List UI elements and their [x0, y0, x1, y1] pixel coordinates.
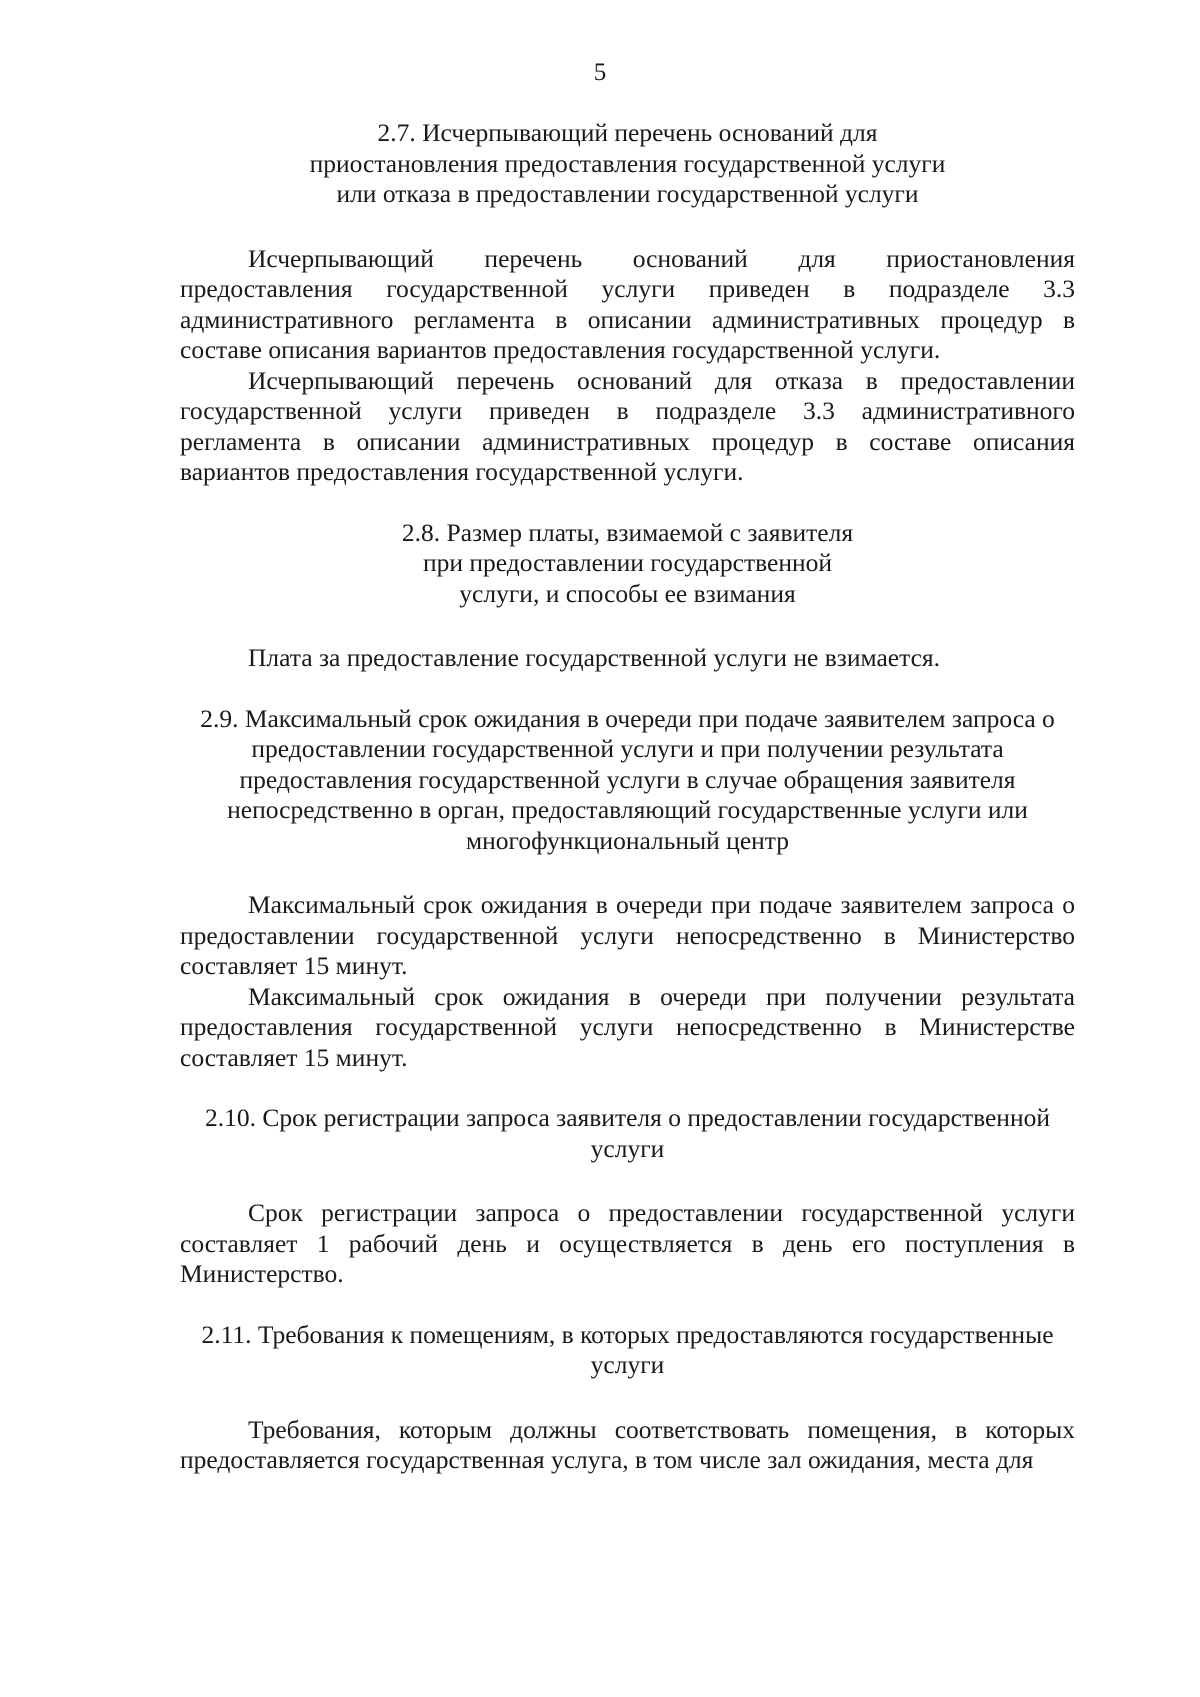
paragraph: Исчерпывающий перечень оснований для отказа в предоставлении государственной услуги приведен в подразделе 3.3 административного регламента в описании административных процедур в составе описания вариантов предоставления государственной услуги. — [180, 365, 1075, 486]
paragraph: Плата за предоставление государственной услуги не взимается. — [248, 643, 940, 672]
section-heading — [180, 118, 1075, 210]
page-number: 5 — [593, 59, 607, 86]
heading-line: при предоставлении государственной — [422, 548, 833, 577]
section-2-10 — [180, 1103, 1075, 1290]
heading-line: многофункциональный центр — [466, 825, 789, 855]
heading-line: услуги — [590, 1133, 665, 1163]
paragraph: Требования, которым должны соответствовать помещения, в которых предоставляется государственная услуга, в том числе зал ожидания, места для — [180, 1414, 1075, 1474]
section-2-8 — [180, 518, 1075, 674]
section-heading — [180, 704, 1075, 857]
section-heading — [180, 1320, 1075, 1381]
paragraph: Исчерпывающий перечень оснований для приостановления предоставления государственной услуги приведен в подразделе 3.3 административного регламента в описании административных процедур в составе описания вариантов предоставления государственной услуги. — [180, 243, 1075, 364]
paragraph: Максимальный срок ожидания в очереди при получении результата предоставления государственной услуги непосредственно в Министерстве составляет 15 минут. — [180, 981, 1075, 1072]
heading-line: или отказа в предоставлении государственной услуги — [336, 179, 919, 208]
page-content — [180, 118, 1075, 1476]
heading-line: приостановления предоставления государственной услуги — [309, 148, 946, 178]
heading-line: услуги — [590, 1350, 665, 1379]
heading-line: 2.10. Срок регистрации запроса заявителя о предоставлении государственной — [205, 1103, 1050, 1132]
heading-line: услуги, и способы ее взимания — [459, 578, 796, 608]
section-heading — [180, 518, 1075, 610]
paragraph: Срок регистрации запроса о предоставлении государственной услуги составляет 1 рабочий день и осуществляется в день его поступления в Министерство. — [180, 1198, 1075, 1288]
heading-line: 2.9. Максимальный срок ожидания в очереди при подаче заявителем запроса о — [200, 703, 1055, 733]
section-2-9 — [180, 704, 1075, 1074]
heading-line: непосредственно в орган, предоставляющий государственные услуги или — [227, 795, 1028, 824]
section-2-11 — [180, 1320, 1075, 1476]
heading-line: 2.7. Исчерпывающий перечень оснований для — [377, 118, 878, 147]
section-2-7 — [180, 118, 1075, 488]
heading-line: предоставлении государственной услуги и при получении результата — [251, 734, 1004, 763]
heading-line: 2.11. Требования к помещениям, в которых предоставляются государственные — [201, 1319, 1054, 1349]
section-heading — [180, 1103, 1075, 1164]
heading-line: предоставления государственной услуги в случае обращения заявителя — [239, 764, 1016, 794]
paragraph: Максимальный срок ожидания в очереди при подаче заявителем запроса о предоставлении государственной услуги непосредственно в Министерство составляет 15 минут. — [180, 890, 1075, 980]
heading-line: 2.8. Размер платы, взимаемой с заявителя — [401, 517, 854, 547]
